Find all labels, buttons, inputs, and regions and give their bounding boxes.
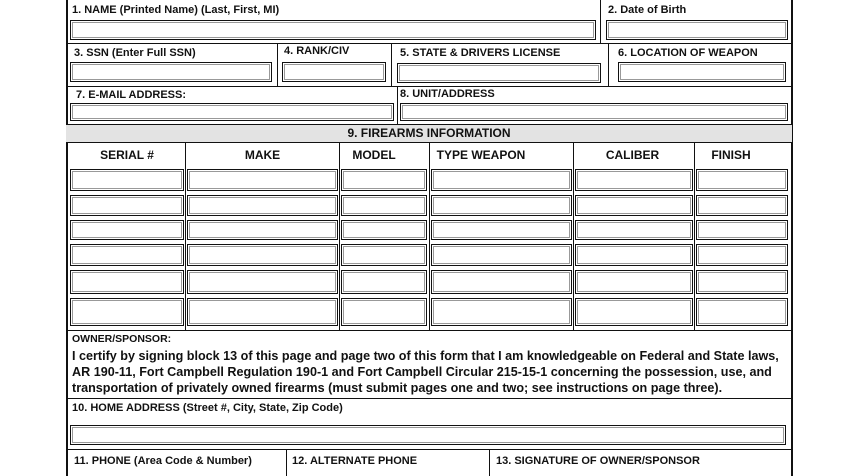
alt-phone-label: 12. ALTERNATE PHONE xyxy=(292,455,418,467)
certification-line-3: transportation of privately owned firearms (must submit pages one and two; see instructions on page three). xyxy=(72,381,723,395)
divider xyxy=(66,330,793,331)
firearm-row-6-type-weapon-input[interactable] xyxy=(431,298,572,326)
column-header-serial: SERIAL # xyxy=(100,148,154,162)
firearm-row-4-model-input[interactable] xyxy=(341,244,427,266)
firearm-row-3-serial-input[interactable] xyxy=(70,220,184,240)
email-label: 7. E-MAIL ADDRESS: xyxy=(76,89,187,101)
firearm-row-4-serial-input[interactable] xyxy=(70,244,184,266)
firearm-row-3-caliber-input[interactable] xyxy=(575,220,693,240)
firearm-row-6-model-input[interactable] xyxy=(341,298,427,326)
firearm-row-6-make-input[interactable] xyxy=(187,298,338,326)
home-address-label: 10. HOME ADDRESS (Street #, City, State, Zip Code) xyxy=(72,402,343,414)
firearm-row-3-make-input[interactable] xyxy=(187,220,338,240)
divider xyxy=(66,398,793,399)
state-dl-label: 5. STATE & DRIVERS LICENSE xyxy=(400,47,561,59)
column-divider xyxy=(185,142,186,330)
column-header-make: MAKE xyxy=(244,148,281,162)
dob-label: 2. Date of Birth xyxy=(608,4,687,16)
certification-text xyxy=(72,348,792,396)
firearm-row-2-serial-input[interactable] xyxy=(70,195,184,216)
firearm-row-6-caliber-input[interactable] xyxy=(575,298,693,326)
divider xyxy=(66,86,793,87)
column-header-caliber: CALIBER xyxy=(605,148,660,162)
column-divider xyxy=(694,142,695,330)
firearm-row-5-type-weapon-input[interactable] xyxy=(431,270,572,294)
firearm-row-5-serial-input[interactable] xyxy=(70,270,184,294)
phone-label: 11. PHONE (Area Code & Number) xyxy=(74,455,252,467)
firearm-row-6-finish-input[interactable] xyxy=(696,298,788,326)
firearm-row-1-make-input[interactable] xyxy=(187,169,338,191)
firearm-row-1-caliber-input[interactable] xyxy=(575,169,693,191)
divider xyxy=(489,449,490,476)
rank-label: 4. RANK/CIV xyxy=(284,45,350,57)
ssn-input[interactable] xyxy=(70,62,272,82)
home-address-input[interactable] xyxy=(70,425,786,445)
firearm-row-2-type-weapon-input[interactable] xyxy=(431,195,572,216)
firearm-row-4-finish-input[interactable] xyxy=(696,244,788,266)
signature-label: 13. SIGNATURE OF OWNER/SPONSOR xyxy=(496,455,700,467)
divider xyxy=(600,0,601,44)
certification-line-1: I certify by signing block 13 of this page and page two of this form that I am knowledgeable on Federal and State laws, xyxy=(72,349,779,363)
divider xyxy=(391,43,392,86)
firearm-row-5-model-input[interactable] xyxy=(341,270,427,294)
column-divider xyxy=(339,142,340,330)
column-header-type-weapon: TYPE WEAPON xyxy=(436,148,526,162)
firearm-row-5-make-input[interactable] xyxy=(187,270,338,294)
firearm-row-1-finish-input[interactable] xyxy=(696,169,788,191)
name-input[interactable] xyxy=(70,20,596,40)
firearm-row-2-model-input[interactable] xyxy=(341,195,427,216)
column-divider xyxy=(429,142,430,330)
location-label: 6. LOCATION OF WEAPON xyxy=(618,47,758,59)
dob-input[interactable] xyxy=(606,20,788,40)
divider xyxy=(66,124,793,125)
unit-input[interactable] xyxy=(400,103,788,121)
state-dl-input[interactable] xyxy=(397,63,601,83)
firearm-row-3-model-input[interactable] xyxy=(341,220,427,240)
divider xyxy=(286,449,287,476)
divider xyxy=(66,43,793,44)
firearm-row-6-serial-input[interactable] xyxy=(70,298,184,326)
firearm-row-2-make-input[interactable] xyxy=(187,195,338,216)
firearm-row-3-type-weapon-input[interactable] xyxy=(431,220,572,240)
rank-input[interactable] xyxy=(282,62,386,82)
frame-right xyxy=(791,0,793,476)
firearm-row-2-caliber-input[interactable] xyxy=(575,195,693,216)
divider xyxy=(277,43,278,86)
firearm-row-2-finish-input[interactable] xyxy=(696,195,788,216)
firearm-row-1-type-weapon-input[interactable] xyxy=(431,169,572,191)
divider xyxy=(608,43,609,86)
firearm-row-1-model-input[interactable] xyxy=(341,169,427,191)
location-input[interactable] xyxy=(618,62,786,82)
firearm-row-4-caliber-input[interactable] xyxy=(575,244,693,266)
email-input[interactable] xyxy=(70,103,394,121)
frame-left xyxy=(66,0,68,476)
firearm-row-4-make-input[interactable] xyxy=(187,244,338,266)
column-header-finish: FINISH xyxy=(711,148,751,162)
column-divider xyxy=(573,142,574,330)
divider xyxy=(66,449,793,450)
firearms-header: 9. FIREARMS INFORMATION xyxy=(347,126,511,140)
certification-line-2: AR 190-11, Fort Campbell Regulation 190-1 and Fort Campbell Circular 215-15-1 concerning the possession, use, and xyxy=(72,365,772,379)
column-header-model: MODEL xyxy=(352,148,396,162)
firearm-row-5-finish-input[interactable] xyxy=(696,270,788,294)
firearm-row-3-finish-input[interactable] xyxy=(696,220,788,240)
firearm-row-1-serial-input[interactable] xyxy=(70,169,184,191)
name-label: 1. NAME (Printed Name) (Last, First, MI) xyxy=(72,4,280,16)
owner-sponsor-heading: OWNER/SPONSOR: xyxy=(72,333,172,345)
divider xyxy=(397,86,398,124)
firearm-row-4-type-weapon-input[interactable] xyxy=(431,244,572,266)
unit-label: 8. UNIT/ADDRESS xyxy=(400,88,495,100)
ssn-label: 3. SSN (Enter Full SSN) xyxy=(74,47,196,59)
firearm-row-5-caliber-input[interactable] xyxy=(575,270,693,294)
